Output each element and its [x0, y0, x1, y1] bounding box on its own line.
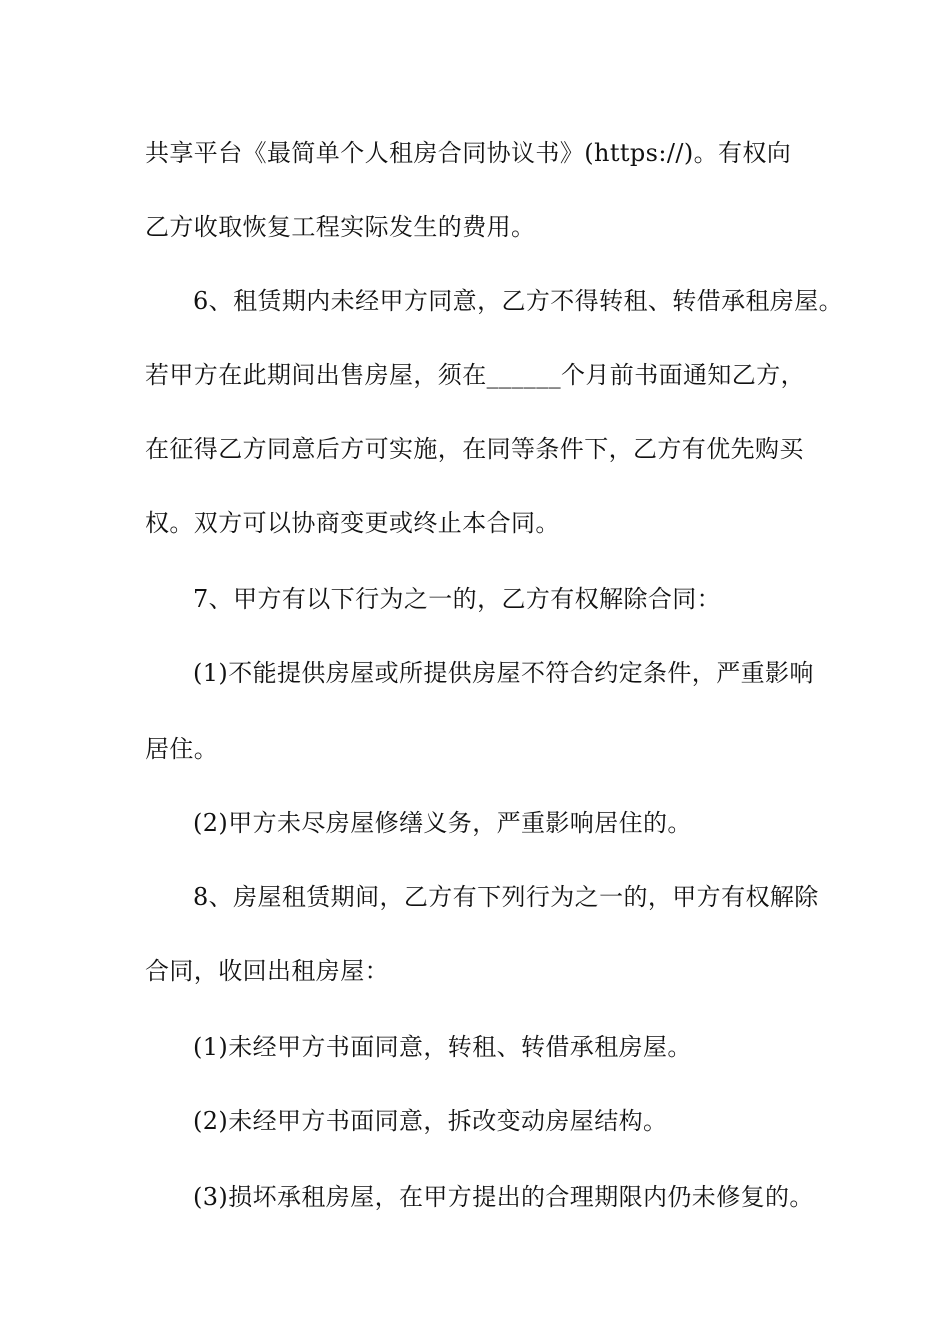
text-line: 合同，收回出租房屋：: [145, 957, 389, 985]
clause-8-item-2: (2)未经甲方书面同意，拆改变动房屋结构。: [193, 1107, 668, 1135]
text-line: 若甲方在此期间出售房屋，须在______个月前书面通知乙方，: [145, 361, 805, 389]
text-line: 在征得乙方同意后方可实施，在同等条件下，乙方有优先购买: [145, 435, 804, 463]
clause-8-line: 8、房屋租赁期间，乙方有下列行为之一的，甲方有权解除: [193, 883, 819, 911]
clause-7-item-2: (2)甲方未尽房屋修缮义务，严重影响居住的。: [193, 809, 692, 837]
text-line: 权。双方可以协商变更或终止本合同。: [145, 509, 560, 537]
text-line: 居住。: [145, 735, 219, 763]
clause-6-line: 6、租赁期内未经甲方同意，乙方不得转租、转借承租房屋。: [193, 287, 844, 315]
text-line: 乙方收取恢复工程实际发生的费用。: [145, 213, 536, 241]
clause-7-item-1: (1)不能提供房屋或所提供房屋不符合约定条件，严重影响: [193, 659, 814, 687]
clause-8-item-1: (1)未经甲方书面同意，转租、转借承租房屋。: [193, 1033, 692, 1061]
clause-8-item-3: (3)损坏承租房屋，在甲方提出的合理期限内仍未修复的。: [193, 1183, 814, 1211]
text-line: 共享平台《最简单个人租房合同协议书》(https://)。有权向: [145, 139, 792, 167]
clause-7-line: 7、甲方有以下行为之一的，乙方有权解除合同：: [193, 585, 722, 613]
